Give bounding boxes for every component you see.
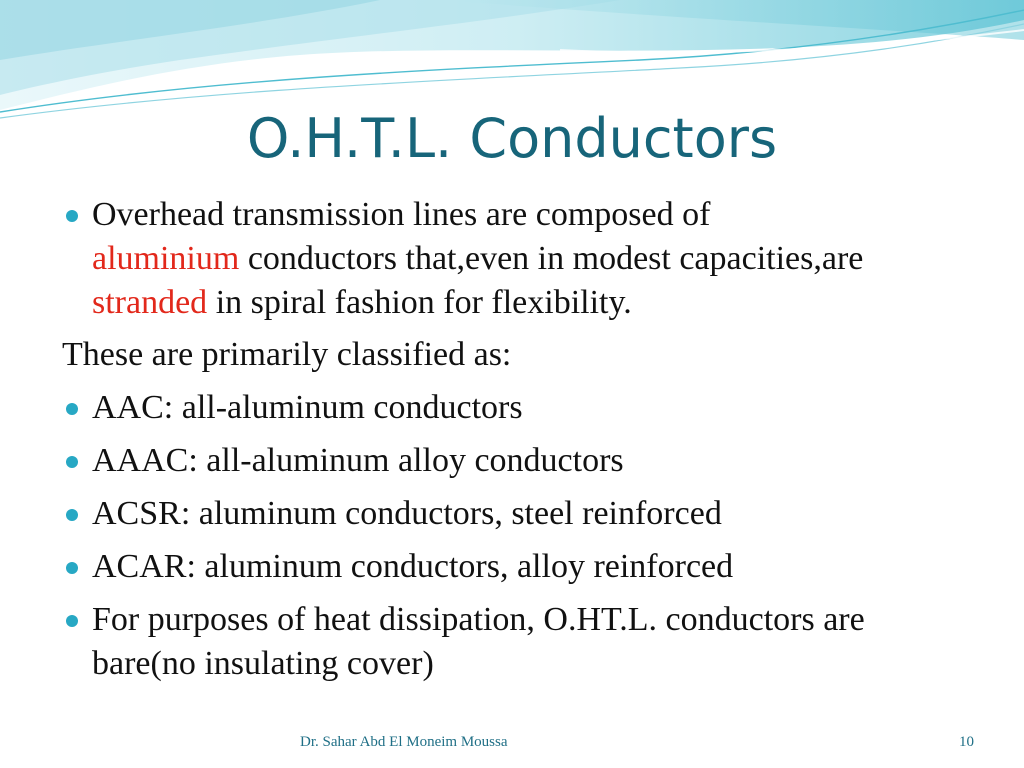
intro-text: These are primarily classified as: (62, 336, 512, 373)
bullet-icon (66, 615, 78, 627)
bullet-item (62, 598, 962, 686)
bullet-item (62, 386, 962, 430)
bullet-text: ACSR: aluminum conductors, steel reinforced (92, 495, 722, 532)
bullet-icon (66, 456, 78, 468)
bullet-icon (66, 562, 78, 574)
bullet-icon (66, 403, 78, 415)
bullet-text: Overhead transmission lines are composed of (92, 196, 711, 233)
bullet-item (62, 545, 962, 589)
highlight-aluminium: aluminium (92, 240, 240, 277)
footer-author: Dr. Sahar Abd El Moneim Moussa (300, 734, 508, 750)
highlight-stranded: stranded (92, 284, 208, 321)
bullet-text: in spiral fashion for flexibility. (215, 284, 632, 321)
bullet-text: AAC: all-aluminum conductors (92, 389, 523, 426)
bullet-text: conductors that,even in modest capacities,are (247, 240, 864, 277)
bullet-item-overhead (62, 193, 962, 325)
bullet-item (62, 492, 962, 536)
page-number: 10 (959, 734, 974, 750)
bullet-text: AAAC: all-aluminum alloy conductors (92, 442, 624, 479)
bullet-text: For purposes of heat dissipation, O.HT.L. conductors are bare(no insulating cover) (92, 601, 865, 682)
slide-title: O.H.T.L. Conductors (246, 107, 778, 170)
bullet-text: ACAR: aluminum conductors, alloy reinforced (92, 548, 734, 585)
bullet-icon (66, 509, 78, 521)
slide-body (62, 193, 962, 686)
bullet-icon (66, 210, 78, 222)
bullet-item (62, 439, 962, 483)
